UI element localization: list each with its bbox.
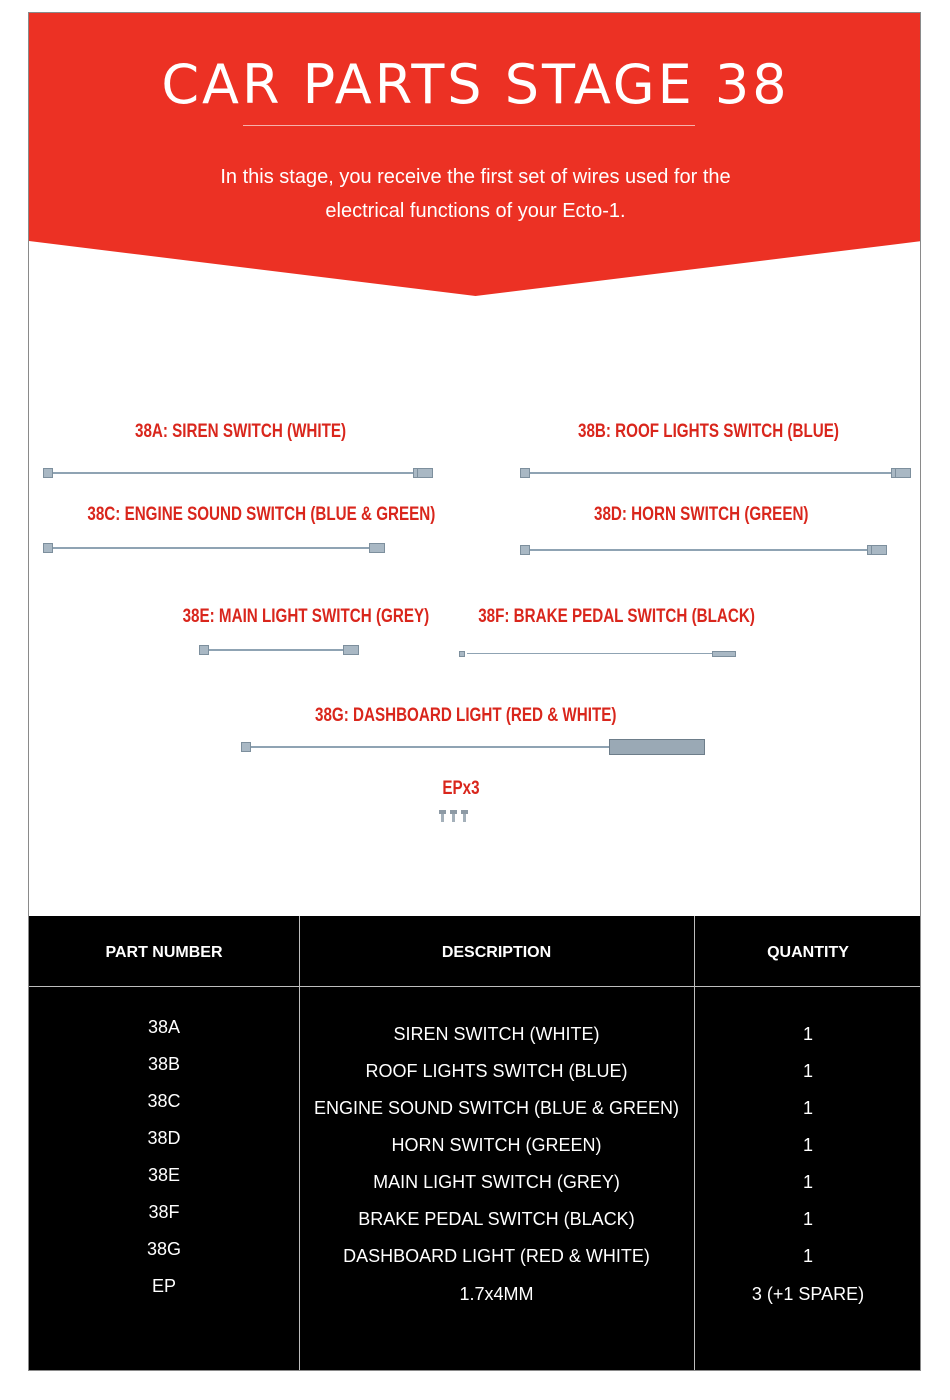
part-label-38c: 38C: ENGINE SOUND SWITCH (BLUE & GREEN) [87, 504, 436, 525]
wire-38d-image [520, 543, 887, 557]
cell-part: 38F [148, 1202, 180, 1222]
parts-sheet [28, 12, 921, 1371]
cell-quantity: 1 [802, 1135, 813, 1155]
part-label-38a: 38A: SIREN SWITCH (WHITE) [135, 421, 347, 442]
part-label-ep: EPx3 [442, 778, 480, 799]
wire-38f-image [459, 647, 736, 661]
cell-description: DASHBOARD LIGHT (RED & WHITE) [343, 1246, 650, 1266]
part-label-38e: 38E: MAIN LIGHT SWITCH (GREY) [182, 606, 430, 627]
part-label-38f: 38F: BRAKE PEDAL SWITCH (BLACK) [478, 606, 755, 627]
cell-description: BRAKE PEDAL SWITCH (BLACK) [358, 1209, 635, 1229]
cell-part: 38G [146, 1239, 182, 1259]
cell-part: EP [151, 1276, 176, 1296]
cell-quantity: 3 (+1 SPARE) [751, 1284, 865, 1304]
cell-part: 38D [147, 1128, 181, 1148]
header-quantity: QUANTITY [767, 944, 849, 961]
part-label-38g: 38G: DASHBOARD LIGHT (RED & WHITE) [315, 705, 617, 726]
header-description: DESCRIPTION [441, 944, 552, 961]
cell-quantity: 1 [802, 1024, 813, 1044]
title-divider [243, 125, 695, 126]
cell-description: SIREN SWITCH (WHITE) [393, 1024, 600, 1044]
cell-quantity: 1 [802, 1209, 813, 1229]
cell-quantity: 1 [802, 1061, 813, 1081]
parts-table [29, 916, 921, 1371]
page-title: CAR PARTS STAGE 38 [161, 53, 790, 116]
cell-description: HORN SWITCH (GREEN) [391, 1135, 602, 1155]
cell-part: 38E [147, 1165, 181, 1185]
wire-38e-image [199, 643, 359, 657]
dashboard-light-board-image [609, 739, 705, 755]
cell-description: ENGINE SOUND SWITCH (BLUE & GREEN) [313, 1098, 680, 1118]
header-divider [29, 986, 921, 987]
cell-part: 38B [147, 1054, 181, 1074]
cell-description: MAIN LIGHT SWITCH (GREY) [373, 1172, 620, 1192]
wire-38c-image [43, 541, 385, 555]
cell-description: ROOF LIGHTS SWITCH (BLUE) [365, 1061, 628, 1081]
wire-38b-image [520, 466, 911, 480]
wire-38a-image [43, 466, 433, 480]
cell-quantity: 1 [802, 1098, 813, 1118]
cell-part: 38A [147, 1017, 181, 1037]
header-part-number: PART NUMBER [105, 944, 223, 961]
wire-38g-image [241, 740, 621, 754]
cell-part: 38C [147, 1091, 181, 1111]
cell-quantity: 1 [802, 1172, 813, 1192]
part-label-38d: 38D: HORN SWITCH (GREEN) [594, 504, 809, 525]
cell-quantity: 1 [802, 1246, 813, 1266]
cell-description: 1.7x4MM [459, 1284, 534, 1304]
part-label-38b: 38B: ROOF LIGHTS SWITCH (BLUE) [578, 421, 839, 442]
intro-text: In this stage, you receive the first set of wires used for the electrical functions of your Ecto-1. [220, 166, 731, 222]
